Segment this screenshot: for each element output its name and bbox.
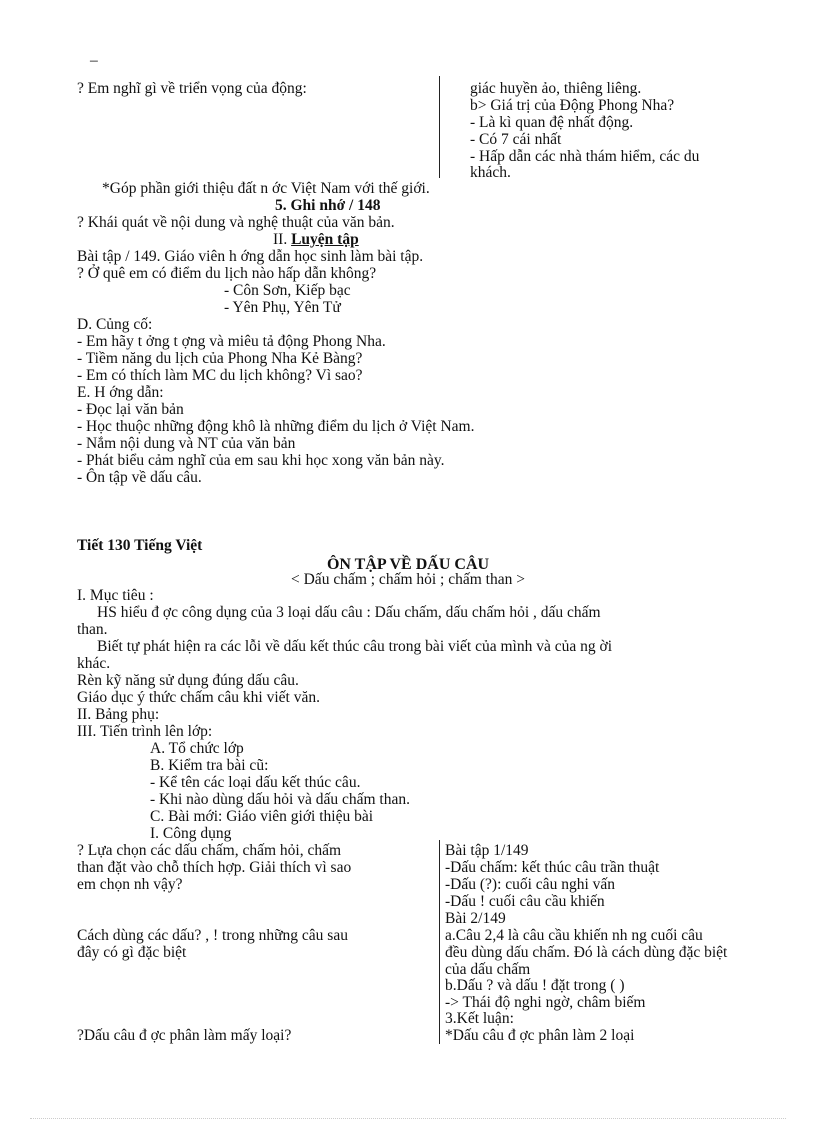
huong-dan-item: - Học thuộc những động khô là những điểm du lịch ở Việt Nam. <box>77 418 475 435</box>
right-col-line: Bài 2/149 <box>445 910 506 927</box>
question-prospect: ? Em nghĩ gì về triển vọng của động: <box>77 80 307 97</box>
right-col-line: - Là kì quan đệ nhất động. <box>470 114 634 131</box>
right-col-line: -> Thái độ nghi ngờ, châm biếm <box>445 994 646 1011</box>
lesson-title: ÔN TẬP VỀ DẤU CÂU <box>326 556 490 573</box>
right-col-line: đều dùng dấu chấm. Đó là cách dùng đặc biệt <box>445 944 728 961</box>
huong-dan-heading: E. H ớng dẫn: <box>77 384 164 401</box>
lesson-subtitle: < Dấu chấm ; chấm hỏi ; chấm than > <box>291 571 525 588</box>
cung-co-heading: D. Củng cố: <box>77 316 153 333</box>
left-col-line: ?Dấu câu đ ợc phân làm mấy loại? <box>77 1027 292 1044</box>
ghi-nho-question: ? Khái quát về nội dung và nghệ thuật của văn bản. <box>77 214 395 231</box>
right-col-line: -Dấu chấm: kết thúc câu trần thuật <box>445 859 660 876</box>
board-heading: II. Bảng phụ: <box>77 706 160 723</box>
left-col-line: đây có gì đặc biệt <box>77 944 187 961</box>
luyen-tap-text: Luyện tập <box>291 231 359 248</box>
objective-line: khác. <box>77 655 111 672</box>
process-item: - Khi nào dùng dấu hỏi và dấu chấm than. <box>150 791 410 808</box>
luyen-tap-heading <box>273 231 359 248</box>
objective-line: Giáo dục ý thức chấm câu khi viết văn. <box>77 689 320 706</box>
huong-dan-item: - Nắm nội dung và NT của văn bản <box>77 435 296 452</box>
left-col-line: ? Lựa chọn các dấu chấm, chấm hỏi, chấm <box>77 842 342 859</box>
right-col-line: -Dấu ! cuối câu cầu khiến <box>445 893 605 910</box>
top-mark: – <box>90 52 98 69</box>
cung-co-item: - Em hãy t ởng t ợng và miêu tả động Phong Nha. <box>77 333 386 350</box>
question-tourism: ? Ở quê em có điểm du lịch nào hấp dẫn không? <box>77 265 377 282</box>
ghi-nho-heading <box>275 197 381 214</box>
objective-line: Rèn kỹ năng sử dụng đúng dấu câu. <box>77 672 299 689</box>
right-col-line: - Hấp dẫn các nhà thám hiểm, các du <box>470 148 700 165</box>
place-item: - Yên Phụ, Yên Tử <box>224 299 341 316</box>
huong-dan-item: - Ôn tập về dấu câu. <box>77 469 202 486</box>
right-col-line: -Dấu (?): cuối câu nghi vấn <box>445 876 616 893</box>
right-col-line: của dấu chấm <box>445 961 531 978</box>
place-item: - Côn Sơn, Kiếp bạc <box>224 282 351 299</box>
bai-tap-line: Bài tập / 149. Giáo viên h ớng dẫn học sinh làm bài tập. <box>77 248 424 265</box>
process-item: I. Công dụng <box>150 825 232 842</box>
objectives-heading: I. Mục tiêu : <box>77 587 154 604</box>
period-heading: Tiết 130 Tiếng Việt <box>77 537 203 554</box>
cung-co-item: - Em có thích làm MC du lịch không? Vì sao? <box>77 367 363 384</box>
objective-line: than. <box>77 621 108 638</box>
cung-co-item: - Tiềm năng du lịch của Phong Nha Kẻ Bàng? <box>77 350 363 367</box>
process-item: C. Bài mới: Giáo viên giới thiệu bài <box>150 808 374 825</box>
right-col-line: Bài tập 1/149 <box>445 842 529 859</box>
process-item: - Kể tên các loại dấu kết thúc câu. <box>150 774 361 791</box>
ghi-nho-heading-text: 5. Ghi nhớ / 148 <box>275 197 381 214</box>
huong-dan-item: - Đọc lại văn bản <box>77 401 184 418</box>
right-col-line: b.Dấu ? và dấu ! đặt trong ( ) <box>445 977 625 994</box>
table-divider <box>439 840 440 1044</box>
objective-line: HS hiểu đ ợc công dụng của 3 loại dấu câu : Dấu chấm, dấu chấm hỏi , dấu chấm <box>97 604 601 621</box>
objective-line: Biết tự phát hiện ra các lỗi về dấu kết thúc câu trong bài viết của mình và của ng ời <box>97 638 613 655</box>
luyen-tap-num: II. <box>273 231 288 248</box>
page-bottom-border <box>30 1118 786 1119</box>
contribution-note: *Góp phần giới thiệu đất n ớc Việt Nam với thế giới. <box>102 180 430 197</box>
process-heading: III. Tiến trình lên lớp: <box>77 723 213 740</box>
left-col-line: Cách dùng các dấu? , ! trong những câu sau <box>77 927 348 944</box>
huong-dan-item: - Phát biểu cảm nghĩ của em sau khi học xong văn bản này. <box>77 452 445 469</box>
right-col-line: 3.Kết luận: <box>445 1010 514 1027</box>
process-item: A. Tổ chức lớp <box>150 740 244 757</box>
left-col-line: than đặt vào chỗ thích hợp. Giải thích vì sao <box>77 859 352 876</box>
right-col-line: - Có 7 cái nhất <box>470 131 562 148</box>
right-col-line: *Dấu câu đ ợc phân làm 2 loại <box>445 1027 635 1044</box>
right-col-line: b> Giá trị của Động Phong Nha? <box>470 97 675 114</box>
column-divider <box>439 76 440 178</box>
right-col-line: giác huyền ảo, thiêng liêng. <box>470 80 642 97</box>
right-col-line: a.Câu 2,4 là câu cầu khiến nh ng cuối câu <box>445 927 703 944</box>
right-col-line: khách. <box>470 164 511 181</box>
left-col-line: em chọn nh vậy? <box>77 876 183 893</box>
process-item: B. Kiểm tra bài cũ: <box>150 757 269 774</box>
